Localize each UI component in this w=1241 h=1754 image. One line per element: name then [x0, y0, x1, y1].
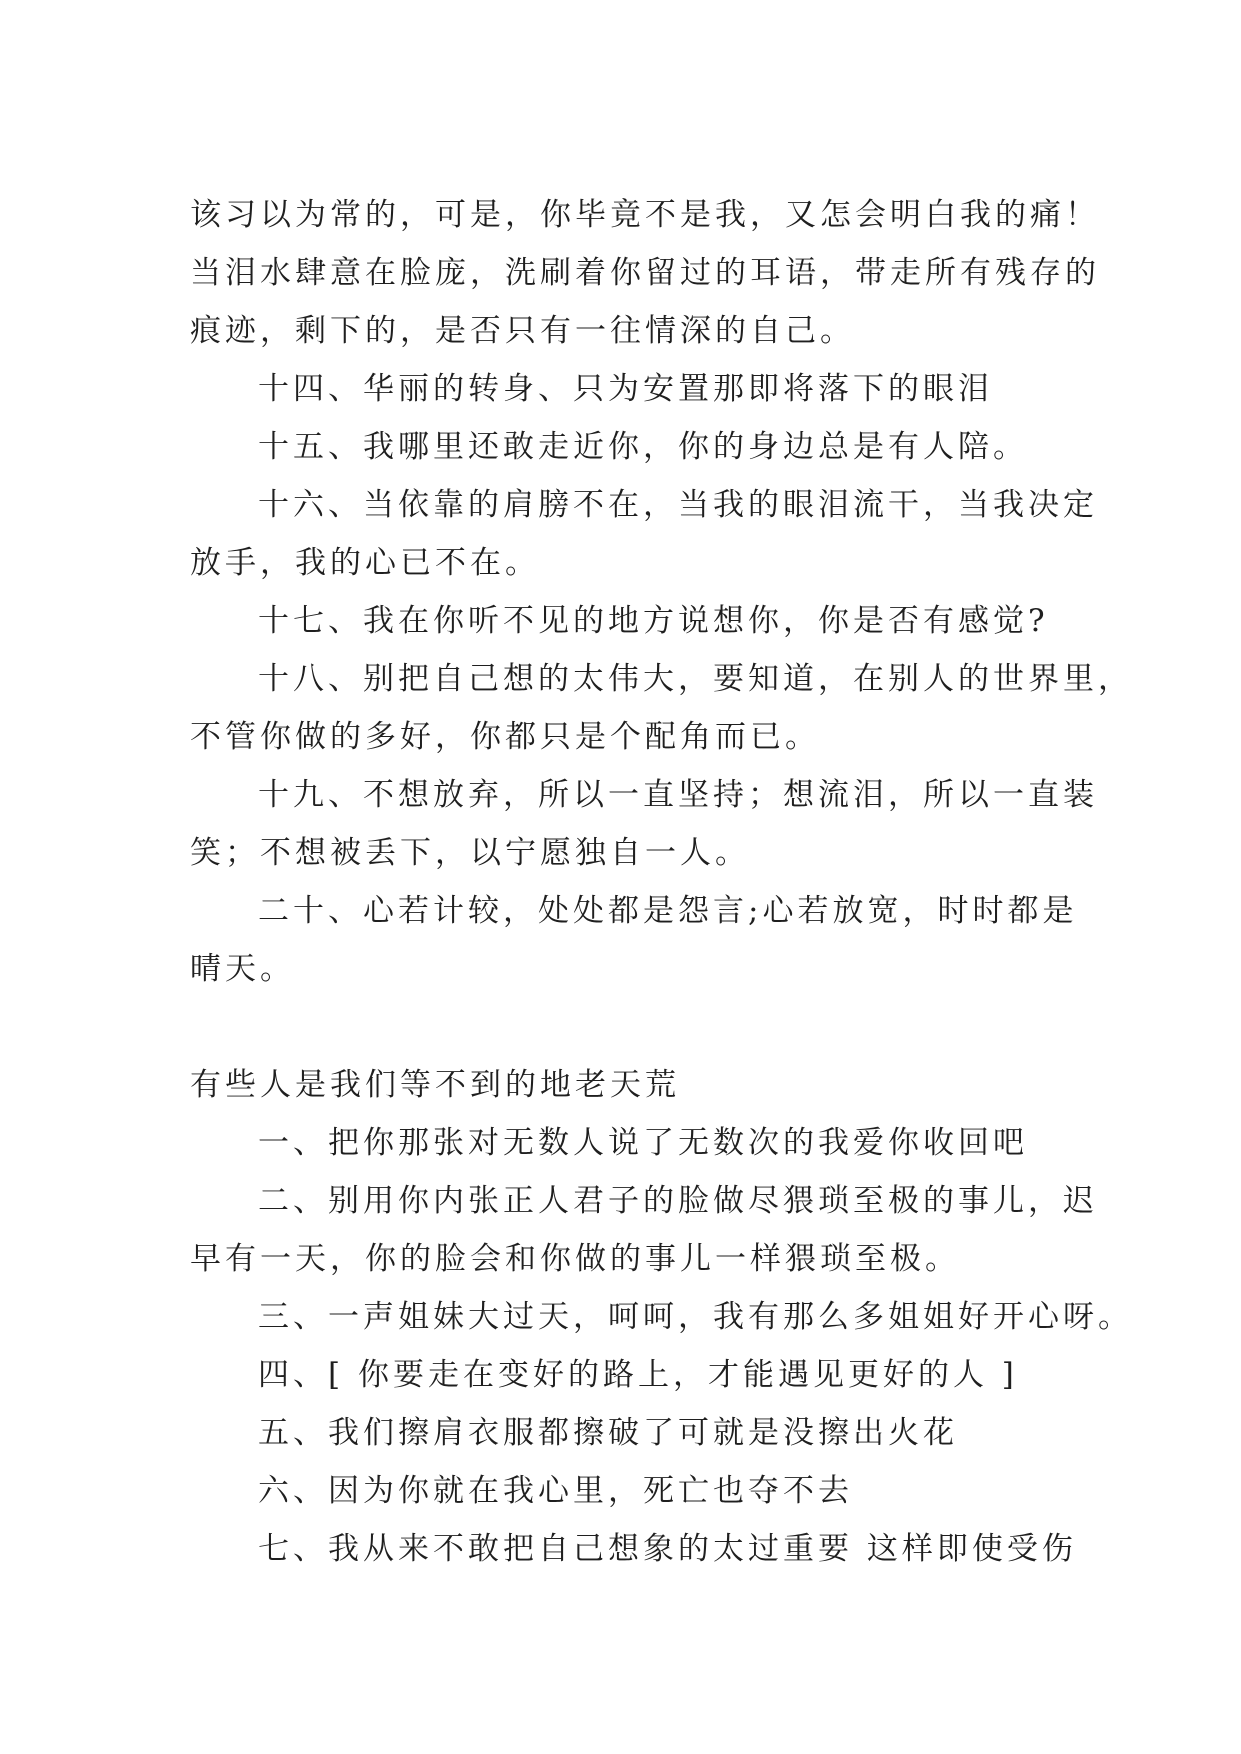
text-line: 不管你做的多好，你都只是个配角而已。 — [190, 719, 820, 755]
list-item-7 — [190, 1520, 1077, 1578]
list-item-5 — [190, 1404, 1054, 1462]
text-line: 十七、我在你听不见的地方说想你，你是否有感觉? — [258, 603, 1049, 639]
list-item-14 — [190, 360, 1054, 418]
list-item-1 — [190, 1114, 1054, 1172]
text-line: 有些人是我们等不到的地老天荒 — [190, 1067, 680, 1103]
list-item-4 — [190, 1346, 1054, 1404]
text-line: 十八、别把自己想的太伟大，要知道，在别人的世界里， — [258, 661, 1133, 697]
list-item-15 — [190, 418, 1054, 476]
text-line: 十五、我哪里还敢走近你，你的身边总是有人陪。 — [258, 429, 1028, 465]
section-spacer — [190, 998, 1054, 1056]
text-line: 二十、心若计较，处处都是怨言;心若放宽，时时都是 — [258, 893, 1078, 929]
list-item-19 — [190, 766, 1098, 882]
document-body — [190, 186, 1133, 1578]
text-line: 晴天。 — [190, 951, 295, 987]
text-line: 三、一声姐妹大过天，呵呵，我有那么多姐姐好开心呀。 — [258, 1299, 1133, 1335]
text-line: 笑；不想被丢下，以宁愿独自一人。 — [190, 835, 750, 871]
list-item-20 — [190, 882, 1078, 998]
section-title — [190, 1056, 1054, 1114]
text-line: 放手，我的心已不在。 — [190, 545, 540, 581]
text-line: 一、把你那张对无数人说了无数次的我爱你收回吧 — [258, 1125, 1028, 1161]
list-item-18 — [190, 650, 1133, 766]
text-line: 七、我从来不敢把自己想象的太过重要 这样即使受伤 — [258, 1531, 1077, 1567]
text-line: 五、我们擦肩衣服都擦破了可就是没擦出火花 — [258, 1415, 958, 1451]
paragraph-continuation — [190, 186, 1100, 360]
list-item-3 — [190, 1288, 1133, 1346]
text-line: 痕迹，剩下的，是否只有一往情深的自己。 — [190, 313, 855, 349]
text-line: 早有一天，你的脸会和你做的事儿一样猥琐至极。 — [190, 1241, 960, 1277]
text-line: 当泪水肆意在脸庞，洗刷着你留过的耳语，带走所有残存的 — [190, 255, 1100, 291]
text-line: 六、因为你就在我心里，死亡也夺不去 — [258, 1473, 853, 1509]
text-line: 该习以为常的，可是，你毕竟不是我，又怎会明白我的痛！ — [190, 197, 1100, 233]
text-line: 四、[ 你要走在变好的路上，才能遇见更好的人 ] — [258, 1357, 1018, 1393]
list-item-16 — [190, 476, 1098, 592]
text-line: 二、别用你内张正人君子的脸做尽猥琐至极的事儿，迟 — [258, 1183, 1098, 1219]
list-item-2 — [190, 1172, 1098, 1288]
list-item-6 — [190, 1462, 1054, 1520]
text-line: 十六、当依靠的肩膀不在，当我的眼泪流干，当我决定 — [258, 487, 1098, 523]
text-line: 十九、不想放弃，所以一直坚持；想流泪，所以一直装 — [258, 777, 1098, 813]
text-line: 十四、华丽的转身、只为安置那即将落下的眼泪 — [258, 371, 993, 407]
list-item-17 — [190, 592, 1054, 650]
